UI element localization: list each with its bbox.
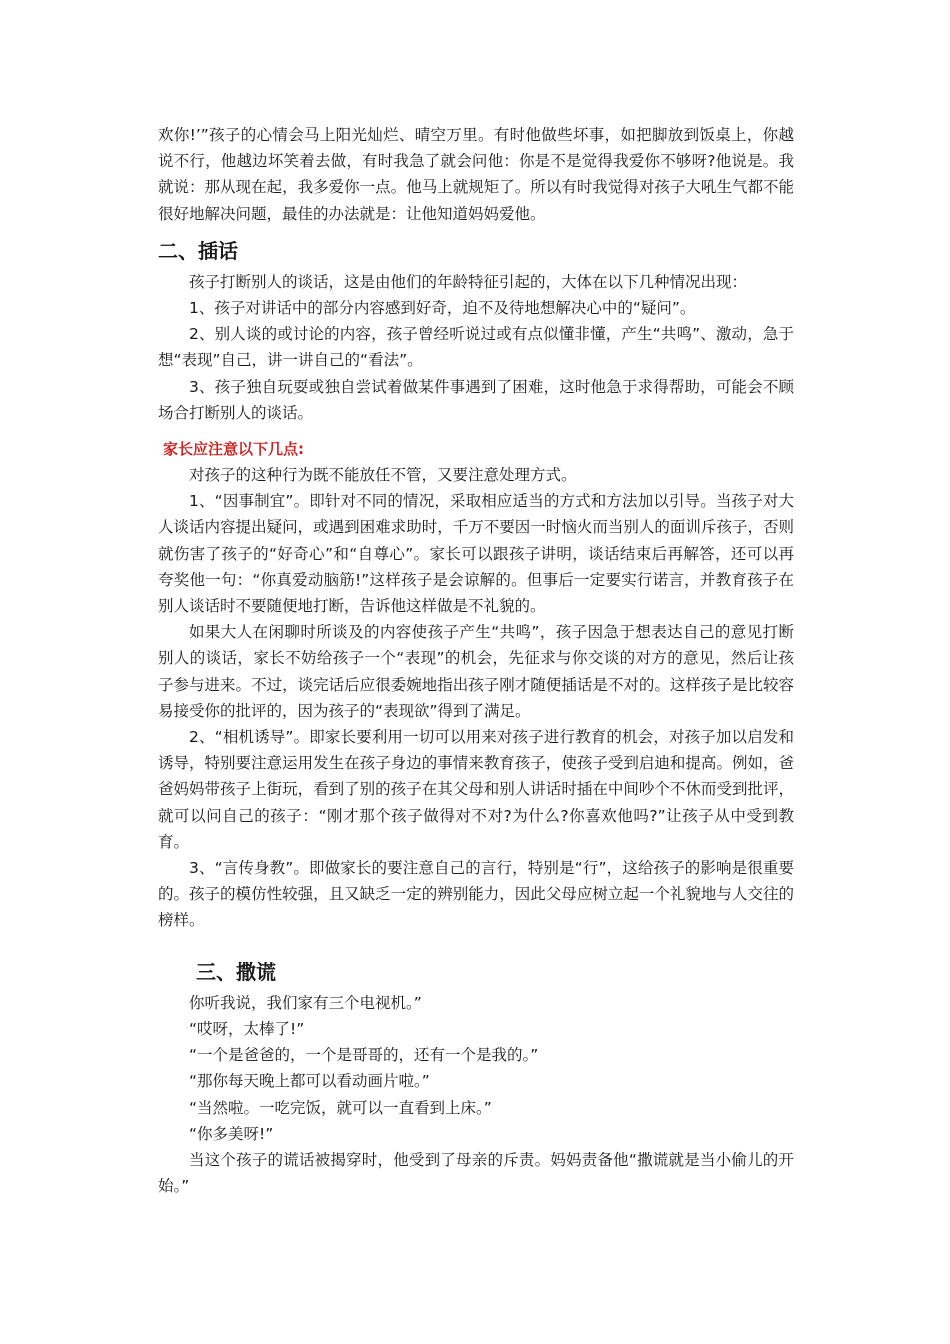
dialog-line-5: “当然啦。一吃完饭，就可以一直看到上床。” xyxy=(189,1098,492,1117)
section2-point-2: 如果大人在闲聊时所谈及的内容使孩子产生“共鸣”，孩子因急于想表达自己的意见打断别人的谈话，家长不妨给孩子一个“表现”的机会，先征求与你交谈的对方的意见，然后让孩子参与进来。不过，谈完话后应很委婉地指出孩子刚才随便插话是不对的。这样孩子是比较容易接受你的批评的，因为孩子的“表现欲”得到了满足。 xyxy=(158,623,794,720)
document-page xyxy=(158,122,794,1199)
section2-paragraph-2: 1、孩子对讲话中的部分内容感到好奇，迫不及待地想解决心中的“疑问”。 xyxy=(189,299,696,318)
section-title-lying: 三、撒谎 xyxy=(196,959,276,984)
dialog-line-3: “一个是爸爸的，一个是哥哥的，还有一个是我的。” xyxy=(189,1046,539,1065)
parent-note-heading: 家长应注意以下几点: xyxy=(163,440,304,459)
intro-paragraph: 欢你!’”孩子的心情会马上阳光灿烂、晴空万里。有时他做些坏事，如把脚放到饭桌上，你越说不行，他越边坏笑着去做，有时我急了就会问他：你是不是觉得我爱你不够呀?他说是。我就说：那从现在起，我多爱你一点。他马上就规矩了。所以有时我觉得对孩子大吼生气都不能很好地解决问题，最佳的办法就是：让他知道妈妈爱他。 xyxy=(158,126,794,223)
section3-closing-paragraph: 当这个孩子的谎话被揭穿时，他受到了母亲的斥责。妈妈责备他“撒谎就是当小偷儿的开始。” xyxy=(158,1150,794,1196)
section2-paragraph-4: 3、孩子独自玩耍或独自尝试着做某件事遇到了困难，这时他急于求得帮助，可能会不顾场合打断别人的谈话。 xyxy=(158,377,794,422)
dialog-line-6: “你多美呀!” xyxy=(189,1124,274,1143)
dialog-line-2: “哎呀，太棒了!” xyxy=(189,1019,305,1038)
section2-point-4: 3、“言传身教”。即做家长的要注意自己的言行，特别是“行”，这给孩子的影响是很重要的。孩子的模仿性较强，且又缺乏一定的辨别能力，因此父母应树立起一个礼貌地与人交往的榜样。 xyxy=(158,859,794,930)
dialog-line-4: “那你每天晚上都可以看动画片啦。” xyxy=(189,1072,430,1091)
section2-point-3: 2、“相机诱导”。即家长要利用一切可以用来对孩子进行教育的机会，对孩子加以启发和诱导，特别要注意运用发生在孩子身边的事情来教育孩子，使孩子受到启迪和提高。例如，爸爸妈妈带孩子上街玩，看到了别的孩子在其父母和别人讲话时插在中间吵个不休而受到批评，就可以问自己的孩子：“刚才那个孩子做得对不对?为什么?你喜欢他吗?”让孩子从中受到教育。 xyxy=(158,728,794,851)
section2-paragraph-1: 孩子打断别人的谈话，这是由他们的年龄特征引起的，大体在以下几种情况出现： xyxy=(189,272,748,291)
dialog-line-1: 你听我说，我们家有三个电视机。” xyxy=(189,993,422,1012)
section2-paragraph-3: 2、别人谈的或讨论的内容，孩子曾经听说过或有点似懂非懂，产生“共鸣”、激动，急于想“表现”自己，讲一讲自己的“看法”。 xyxy=(158,325,794,370)
section2-point-1: 1、“因事制宜”。即针对不同的情况，采取相应适当的方式和方法加以引导。当孩子对大人谈话内容提出疑问，或遇到困难求助时，千万不要因一时恼火而当别人的面训斥孩子，否则就伤害了孩子的“好奇心”和“自尊心”。家长可以跟孩子讲明，谈话结束后再解答，还可以再夸奖他一句：“你真爱动脑筋!”这样孩子是会谅解的。但事后一定要实行诺言，并教育孩子在别人谈话时不要随便地打断，告诉他这样做是不礼貌的。 xyxy=(158,492,794,616)
section-title-interrupting: 二、插话 xyxy=(158,238,238,263)
section2-point-0: 对孩子的这种行为既不能放任不管，又要注意处理方式。 xyxy=(189,466,577,485)
